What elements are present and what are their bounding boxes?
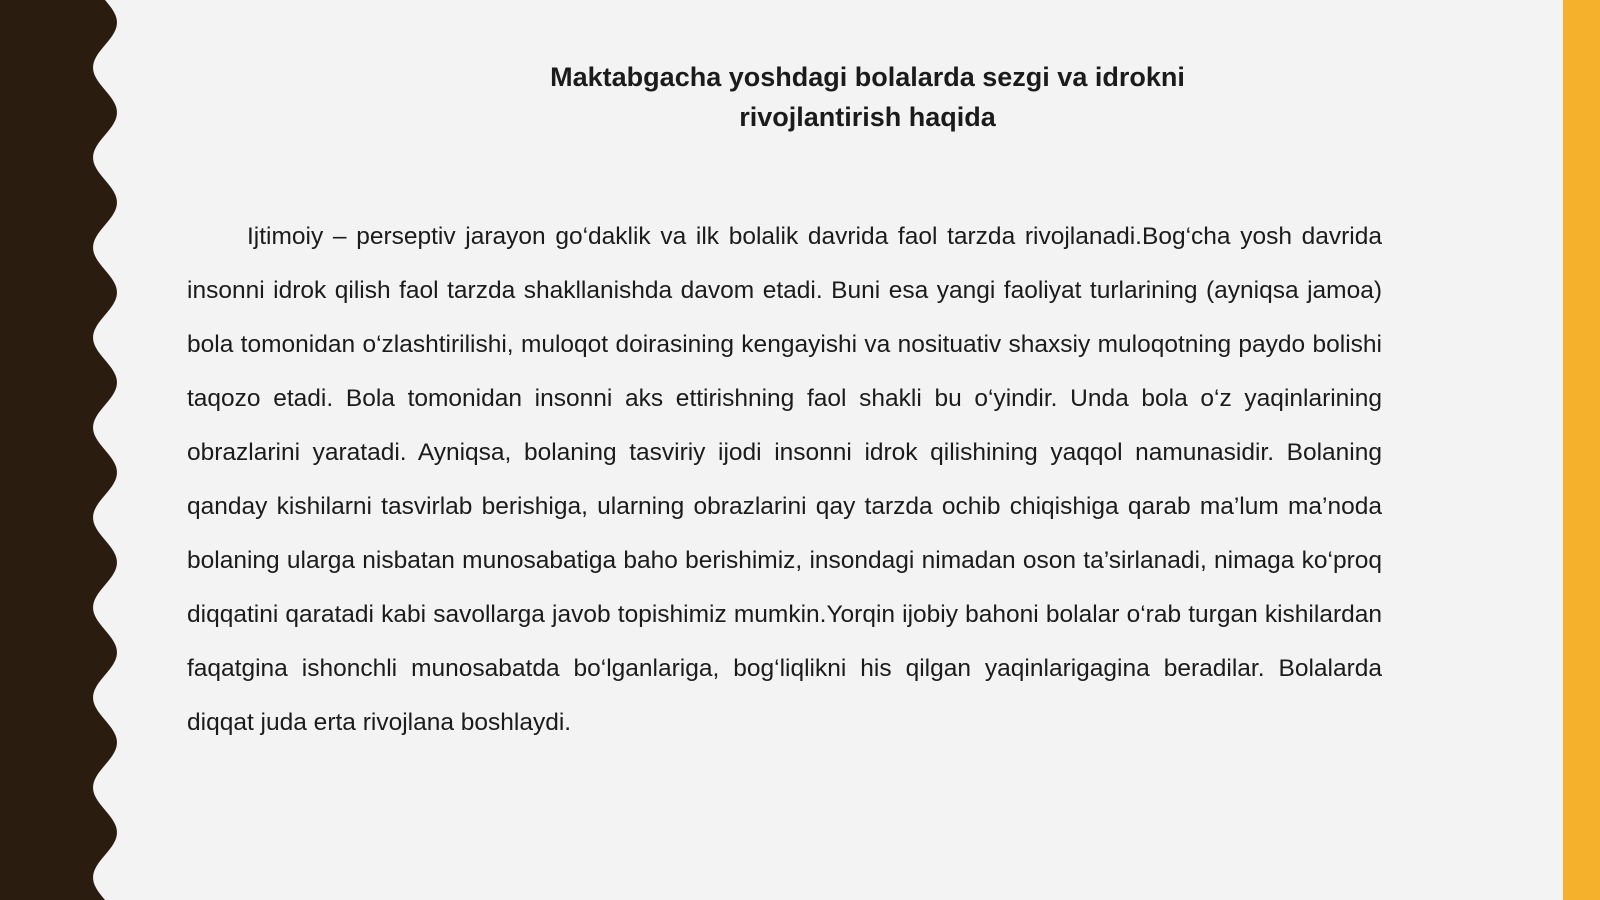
slide-title (500, 57, 1235, 137)
title-line-2: rivojlantirish haqida (739, 102, 996, 132)
right-accent-bar (1563, 0, 1600, 900)
wavy-left-border (0, 0, 130, 900)
body-paragraph: Ijtimoiy – perseptiv jarayon go‘daklik va ilk bolalik davrida faol tarzda rivojlanadi.Bog‘cha yosh davrida insonni idrok qilish faol tarzda shakllanishda davom etadi. Buni esa yangi faoliyat turlarining (ayniqsa jamoa) bola tomonidan o‘zlashtirilishi, muloqot doirasining kengayishi va nosituativ shaxsiy muloqotning paydo bolishi taqozo etadi. Bola tomonidan insonni aks ettirishning faol shakli bu o‘yindir. Unda bola o‘z yaqinlarining obrazlarini yaratadi. Ayniqsa, bolaning tasviriy ijodi insonni idrok qilishining yaqqol namunasidir. Bolaning qanday kishilarni tasvirlab berishiga, ularning obrazlarini qay tarzda ochib chiqishiga qarab ma’lum ma’noda bolaning ularga nisbatan munosabatiga baho berishimiz, insondagi nimadan oson ta’sirlanadi, nimaga ko‘proq diqqatini qaratadi kabi savollarga javob topishimiz mumkin.Yorqin ijobiy bahoni bolalar o‘rab turgan kishilardan faqatgina ishonchli munosabatda bo‘lganlariga, bog‘liqlikni his qilgan yaqinlarigagina beradilar. Bolalarda diqqat juda erta rivojlana boshlaydi. (187, 223, 1382, 736)
title-line-1: Maktabgacha yoshdagi bolalarda sezgi va idrokni (550, 62, 1185, 92)
